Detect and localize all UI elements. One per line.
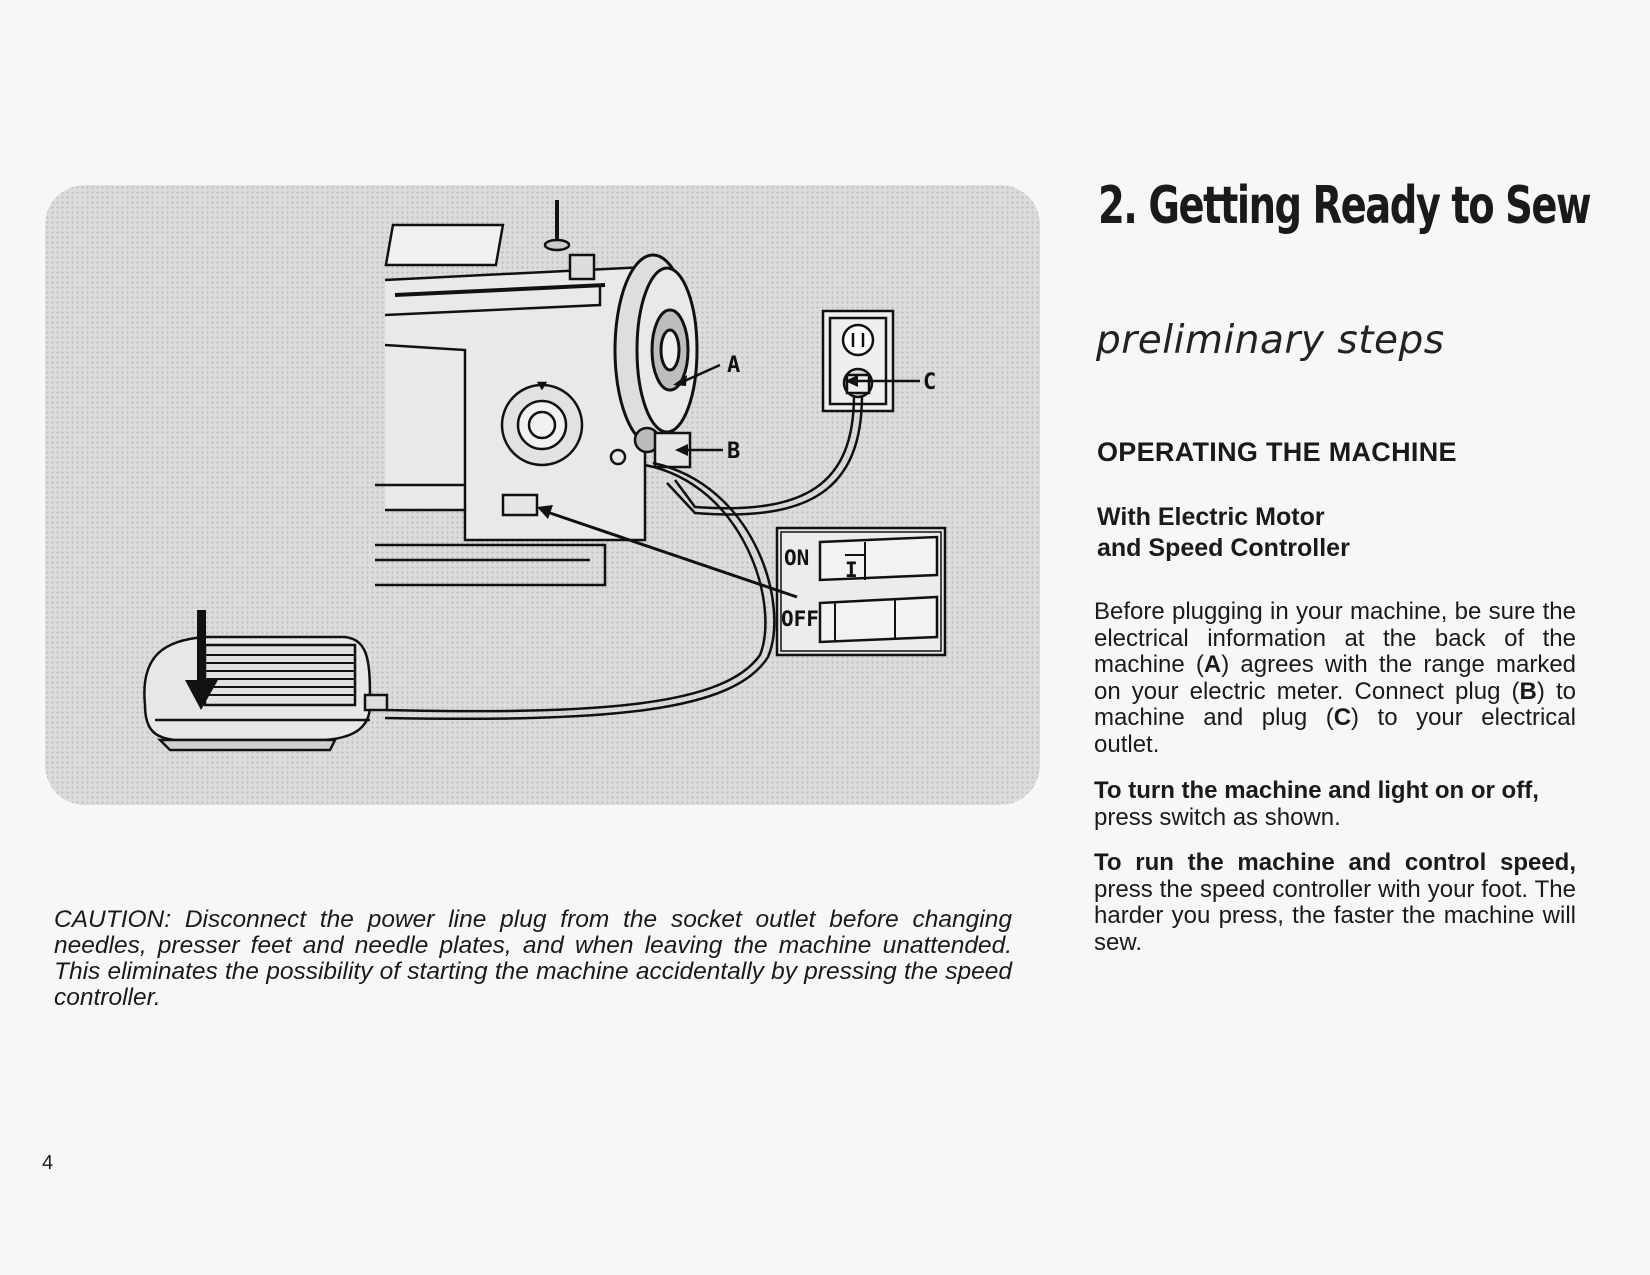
switch-on-label: ON — [784, 546, 810, 570]
page-number: 4 — [42, 1152, 54, 1174]
subsection-heading-line2: and Speed Controller — [1097, 534, 1350, 562]
stitch-dial — [502, 383, 582, 465]
page-title: 2. Getting Ready to Sew — [1098, 176, 1591, 236]
section-heading: OPERATING THE MACHINE — [1097, 437, 1457, 467]
speed-instruction-heading: To run the machine and control speed, — [1094, 849, 1576, 876]
label-c: C — [923, 370, 937, 395]
power-switch — [503, 495, 537, 515]
ref-b: B — [1519, 677, 1537, 705]
wall-outlet — [823, 311, 893, 411]
switch-off-label: OFF — [781, 607, 819, 631]
sewing-machine-head — [375, 200, 645, 585]
subsection-heading — [1097, 502, 1417, 564]
caution-note: CAUTION: Disconnect the power line plug from the socket outlet before changing needles, presser feet and needle plates, and when leaving the machine unattended. This eliminates the possibility of starting the machine accidentally by pressing the speed controller. — [54, 906, 1012, 1011]
label-a: A — [727, 353, 741, 378]
page-subtitle: preliminary steps — [1096, 318, 1445, 363]
machine-diagram — [45, 185, 1040, 805]
foot-controller — [144, 637, 387, 750]
handwheel — [615, 255, 697, 445]
switch-instruction-text: press switch as shown. — [1094, 803, 1341, 831]
switch-instruction-heading: To turn the machine and light on or off, — [1094, 777, 1539, 804]
speed-paragraph — [1094, 850, 1576, 956]
switch-mark: I — [845, 558, 858, 582]
speed-instruction-text: press the speed controller with your foot. The harder you press, the faster the machine will sew. — [1094, 875, 1576, 956]
switch-inset — [777, 528, 945, 655]
switch-paragraph — [1094, 778, 1576, 831]
subsection-heading-line1: With Electric Motor — [1097, 503, 1325, 531]
label-b: B — [727, 439, 741, 464]
power-cord — [667, 395, 862, 514]
ref-c: C — [1333, 704, 1352, 731]
machine-illustration — [45, 185, 1040, 805]
ref-a: A — [1203, 651, 1222, 678]
intro-paragraph: Before plugging in your machine, be sure the electrical information at the back of the machine (A) agrees with the range marked on your electric meter. Connect plug (B) to machine and plug (C) to your electrical outlet. — [1094, 598, 1577, 758]
